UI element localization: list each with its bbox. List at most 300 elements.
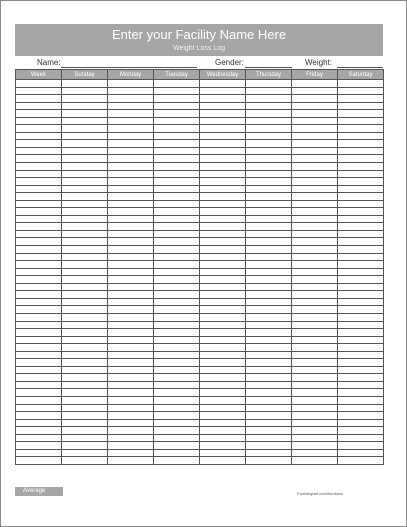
table-cell[interactable] bbox=[154, 193, 200, 201]
table-cell[interactable] bbox=[16, 178, 62, 186]
table-cell[interactable] bbox=[200, 185, 246, 193]
table-cell[interactable] bbox=[108, 329, 154, 337]
table-cell[interactable] bbox=[16, 412, 62, 420]
table-cell[interactable] bbox=[292, 246, 338, 254]
table-cell[interactable] bbox=[292, 404, 338, 412]
table-cell[interactable] bbox=[246, 95, 292, 103]
table-cell[interactable] bbox=[200, 155, 246, 163]
table-cell[interactable] bbox=[108, 412, 154, 420]
table-cell[interactable] bbox=[292, 178, 338, 186]
table-cell[interactable] bbox=[338, 147, 384, 155]
table-cell[interactable] bbox=[108, 351, 154, 359]
table-cell[interactable] bbox=[292, 223, 338, 231]
table-cell[interactable] bbox=[292, 321, 338, 329]
table-cell[interactable] bbox=[292, 230, 338, 238]
name-field[interactable] bbox=[61, 67, 197, 68]
table-cell[interactable] bbox=[338, 95, 384, 103]
table-cell[interactable] bbox=[338, 419, 384, 427]
table-cell[interactable] bbox=[292, 419, 338, 427]
table-cell[interactable] bbox=[62, 223, 108, 231]
table-cell[interactable] bbox=[16, 298, 62, 306]
table-cell[interactable] bbox=[200, 276, 246, 284]
table-cell[interactable] bbox=[246, 359, 292, 367]
table-cell[interactable] bbox=[62, 208, 108, 216]
table-cell[interactable] bbox=[246, 200, 292, 208]
table-cell[interactable] bbox=[338, 170, 384, 178]
table-cell[interactable] bbox=[338, 261, 384, 269]
table-cell[interactable] bbox=[338, 442, 384, 450]
table-cell[interactable] bbox=[154, 283, 200, 291]
table-cell[interactable] bbox=[16, 185, 62, 193]
table-cell[interactable] bbox=[62, 246, 108, 254]
table-cell[interactable] bbox=[246, 306, 292, 314]
table-cell[interactable] bbox=[154, 442, 200, 450]
table-cell[interactable] bbox=[338, 132, 384, 140]
table-cell[interactable] bbox=[154, 457, 200, 465]
table-cell[interactable] bbox=[200, 193, 246, 201]
table-cell[interactable] bbox=[16, 140, 62, 148]
table-cell[interactable] bbox=[16, 80, 62, 88]
table-cell[interactable] bbox=[200, 223, 246, 231]
table-cell[interactable] bbox=[62, 396, 108, 404]
table-cell[interactable] bbox=[154, 359, 200, 367]
table-cell[interactable] bbox=[200, 359, 246, 367]
table-cell[interactable] bbox=[154, 313, 200, 321]
table-cell[interactable] bbox=[200, 419, 246, 427]
table-cell[interactable] bbox=[62, 268, 108, 276]
table-cell[interactable] bbox=[154, 419, 200, 427]
table-cell[interactable] bbox=[154, 163, 200, 171]
table-cell[interactable] bbox=[292, 313, 338, 321]
table-cell[interactable] bbox=[246, 419, 292, 427]
table-cell[interactable] bbox=[292, 374, 338, 382]
table-cell[interactable] bbox=[62, 261, 108, 269]
table-cell[interactable] bbox=[154, 246, 200, 254]
table-cell[interactable] bbox=[200, 132, 246, 140]
table-cell[interactable] bbox=[16, 200, 62, 208]
table-cell[interactable] bbox=[292, 110, 338, 118]
table-cell[interactable] bbox=[108, 246, 154, 254]
table-cell[interactable] bbox=[200, 351, 246, 359]
table-cell[interactable] bbox=[16, 125, 62, 133]
table-cell[interactable] bbox=[154, 87, 200, 95]
table-cell[interactable] bbox=[338, 359, 384, 367]
table-cell[interactable] bbox=[16, 170, 62, 178]
table-cell[interactable] bbox=[62, 185, 108, 193]
table-cell[interactable] bbox=[338, 163, 384, 171]
table-cell[interactable] bbox=[62, 404, 108, 412]
table-cell[interactable] bbox=[108, 291, 154, 299]
table-cell[interactable] bbox=[338, 140, 384, 148]
table-cell[interactable] bbox=[16, 155, 62, 163]
table-cell[interactable] bbox=[200, 396, 246, 404]
table-cell[interactable] bbox=[292, 449, 338, 457]
table-cell[interactable] bbox=[154, 117, 200, 125]
table-cell[interactable] bbox=[338, 155, 384, 163]
table-cell[interactable] bbox=[62, 389, 108, 397]
table-cell[interactable] bbox=[108, 117, 154, 125]
table-cell[interactable] bbox=[338, 412, 384, 420]
table-cell[interactable] bbox=[338, 457, 384, 465]
table-cell[interactable] bbox=[246, 329, 292, 337]
table-cell[interactable] bbox=[200, 427, 246, 435]
table-cell[interactable] bbox=[16, 291, 62, 299]
table-cell[interactable] bbox=[200, 313, 246, 321]
table-cell[interactable] bbox=[16, 215, 62, 223]
table-cell[interactable] bbox=[108, 283, 154, 291]
table-cell[interactable] bbox=[62, 80, 108, 88]
table-cell[interactable] bbox=[108, 163, 154, 171]
table-cell[interactable] bbox=[338, 291, 384, 299]
table-cell[interactable] bbox=[246, 208, 292, 216]
table-cell[interactable] bbox=[292, 306, 338, 314]
table-cell[interactable] bbox=[108, 321, 154, 329]
table-cell[interactable] bbox=[292, 117, 338, 125]
table-cell[interactable] bbox=[154, 268, 200, 276]
table-cell[interactable] bbox=[338, 366, 384, 374]
table-cell[interactable] bbox=[246, 313, 292, 321]
table-cell[interactable] bbox=[16, 208, 62, 216]
table-cell[interactable] bbox=[292, 200, 338, 208]
table-cell[interactable] bbox=[200, 163, 246, 171]
table-cell[interactable] bbox=[338, 381, 384, 389]
table-cell[interactable] bbox=[108, 80, 154, 88]
table-cell[interactable] bbox=[246, 457, 292, 465]
table-cell[interactable] bbox=[338, 238, 384, 246]
table-cell[interactable] bbox=[62, 117, 108, 125]
table-cell[interactable] bbox=[338, 321, 384, 329]
table-cell[interactable] bbox=[62, 125, 108, 133]
table-cell[interactable] bbox=[292, 344, 338, 352]
table-cell[interactable] bbox=[62, 427, 108, 435]
table-cell[interactable] bbox=[292, 268, 338, 276]
table-cell[interactable] bbox=[200, 208, 246, 216]
table-cell[interactable] bbox=[154, 374, 200, 382]
table-cell[interactable] bbox=[62, 178, 108, 186]
table-cell[interactable] bbox=[246, 374, 292, 382]
table-cell[interactable] bbox=[200, 178, 246, 186]
table-cell[interactable] bbox=[200, 110, 246, 118]
table-cell[interactable] bbox=[16, 261, 62, 269]
table-cell[interactable] bbox=[338, 110, 384, 118]
table-cell[interactable] bbox=[154, 396, 200, 404]
table-cell[interactable] bbox=[108, 419, 154, 427]
table-cell[interactable] bbox=[246, 80, 292, 88]
table-cell[interactable] bbox=[292, 434, 338, 442]
table-cell[interactable] bbox=[108, 223, 154, 231]
table-cell[interactable] bbox=[108, 276, 154, 284]
table-cell[interactable] bbox=[154, 140, 200, 148]
table-cell[interactable] bbox=[292, 381, 338, 389]
table-cell[interactable] bbox=[246, 434, 292, 442]
table-cell[interactable] bbox=[246, 366, 292, 374]
table-cell[interactable] bbox=[108, 208, 154, 216]
table-cell[interactable] bbox=[292, 80, 338, 88]
table-cell[interactable] bbox=[154, 95, 200, 103]
table-cell[interactable] bbox=[62, 102, 108, 110]
table-cell[interactable] bbox=[108, 366, 154, 374]
table-cell[interactable] bbox=[154, 147, 200, 155]
table-cell[interactable] bbox=[200, 215, 246, 223]
table-cell[interactable] bbox=[154, 351, 200, 359]
table-cell[interactable] bbox=[108, 110, 154, 118]
table-cell[interactable] bbox=[108, 344, 154, 352]
table-cell[interactable] bbox=[16, 132, 62, 140]
table-cell[interactable] bbox=[292, 351, 338, 359]
table-cell[interactable] bbox=[246, 336, 292, 344]
table-cell[interactable] bbox=[154, 389, 200, 397]
table-cell[interactable] bbox=[292, 291, 338, 299]
table-cell[interactable] bbox=[154, 306, 200, 314]
table-cell[interactable] bbox=[246, 396, 292, 404]
table-cell[interactable] bbox=[200, 283, 246, 291]
table-cell[interactable] bbox=[16, 95, 62, 103]
table-cell[interactable] bbox=[338, 344, 384, 352]
table-cell[interactable] bbox=[16, 276, 62, 284]
table-cell[interactable] bbox=[292, 336, 338, 344]
table-cell[interactable] bbox=[246, 404, 292, 412]
table-cell[interactable] bbox=[16, 313, 62, 321]
table-cell[interactable] bbox=[16, 389, 62, 397]
table-cell[interactable] bbox=[246, 102, 292, 110]
table-cell[interactable] bbox=[154, 230, 200, 238]
table-cell[interactable] bbox=[16, 374, 62, 382]
table-cell[interactable] bbox=[62, 321, 108, 329]
table-cell[interactable] bbox=[62, 276, 108, 284]
table-cell[interactable] bbox=[246, 185, 292, 193]
weight-field[interactable] bbox=[337, 67, 383, 68]
table-cell[interactable] bbox=[246, 449, 292, 457]
table-cell[interactable] bbox=[246, 298, 292, 306]
table-cell[interactable] bbox=[338, 230, 384, 238]
table-cell[interactable] bbox=[16, 351, 62, 359]
table-cell[interactable] bbox=[154, 185, 200, 193]
table-cell[interactable] bbox=[200, 268, 246, 276]
table-cell[interactable] bbox=[246, 268, 292, 276]
table-cell[interactable] bbox=[292, 283, 338, 291]
table-cell[interactable] bbox=[338, 427, 384, 435]
table-cell[interactable] bbox=[338, 396, 384, 404]
table-cell[interactable] bbox=[338, 306, 384, 314]
table-cell[interactable] bbox=[292, 125, 338, 133]
table-cell[interactable] bbox=[292, 427, 338, 435]
table-cell[interactable] bbox=[338, 193, 384, 201]
table-cell[interactable] bbox=[62, 313, 108, 321]
table-cell[interactable] bbox=[200, 200, 246, 208]
table-cell[interactable] bbox=[292, 155, 338, 163]
table-cell[interactable] bbox=[292, 396, 338, 404]
table-cell[interactable] bbox=[200, 95, 246, 103]
table-cell[interactable] bbox=[154, 291, 200, 299]
table-cell[interactable] bbox=[246, 140, 292, 148]
table-cell[interactable] bbox=[16, 283, 62, 291]
table-cell[interactable] bbox=[154, 381, 200, 389]
table-cell[interactable] bbox=[62, 291, 108, 299]
table-cell[interactable] bbox=[338, 374, 384, 382]
table-cell[interactable] bbox=[292, 276, 338, 284]
table-cell[interactable] bbox=[154, 366, 200, 374]
table-cell[interactable] bbox=[16, 230, 62, 238]
table-cell[interactable] bbox=[108, 185, 154, 193]
table-cell[interactable] bbox=[108, 434, 154, 442]
table-cell[interactable] bbox=[108, 313, 154, 321]
table-cell[interactable] bbox=[338, 449, 384, 457]
table-cell[interactable] bbox=[108, 396, 154, 404]
table-cell[interactable] bbox=[246, 412, 292, 420]
table-cell[interactable] bbox=[200, 117, 246, 125]
table-cell[interactable] bbox=[338, 313, 384, 321]
table-cell[interactable] bbox=[246, 427, 292, 435]
table-cell[interactable] bbox=[246, 283, 292, 291]
table-cell[interactable] bbox=[200, 404, 246, 412]
table-cell[interactable] bbox=[200, 291, 246, 299]
table-cell[interactable] bbox=[338, 185, 384, 193]
table-cell[interactable] bbox=[154, 336, 200, 344]
table-cell[interactable] bbox=[200, 102, 246, 110]
table-cell[interactable] bbox=[154, 200, 200, 208]
table-cell[interactable] bbox=[154, 261, 200, 269]
table-cell[interactable] bbox=[338, 298, 384, 306]
table-cell[interactable] bbox=[200, 344, 246, 352]
table-cell[interactable] bbox=[246, 291, 292, 299]
table-cell[interactable] bbox=[200, 306, 246, 314]
table-cell[interactable] bbox=[108, 298, 154, 306]
table-cell[interactable] bbox=[200, 140, 246, 148]
table-cell[interactable] bbox=[62, 412, 108, 420]
table-cell[interactable] bbox=[154, 170, 200, 178]
table-cell[interactable] bbox=[16, 381, 62, 389]
table-cell[interactable] bbox=[154, 132, 200, 140]
table-cell[interactable] bbox=[338, 329, 384, 337]
gender-field[interactable] bbox=[245, 67, 292, 68]
table-cell[interactable] bbox=[16, 246, 62, 254]
table-cell[interactable] bbox=[200, 147, 246, 155]
table-cell[interactable] bbox=[246, 215, 292, 223]
table-cell[interactable] bbox=[62, 329, 108, 337]
table-cell[interactable] bbox=[154, 412, 200, 420]
table-cell[interactable] bbox=[338, 276, 384, 284]
table-cell[interactable] bbox=[62, 457, 108, 465]
table-cell[interactable] bbox=[108, 87, 154, 95]
table-cell[interactable] bbox=[154, 215, 200, 223]
table-cell[interactable] bbox=[292, 132, 338, 140]
table-cell[interactable] bbox=[108, 457, 154, 465]
table-cell[interactable] bbox=[16, 268, 62, 276]
table-cell[interactable] bbox=[292, 102, 338, 110]
table-cell[interactable] bbox=[108, 215, 154, 223]
table-cell[interactable] bbox=[292, 366, 338, 374]
table-cell[interactable] bbox=[62, 147, 108, 155]
table-cell[interactable] bbox=[16, 404, 62, 412]
table-cell[interactable] bbox=[16, 449, 62, 457]
table-cell[interactable] bbox=[108, 230, 154, 238]
table-cell[interactable] bbox=[292, 238, 338, 246]
table-cell[interactable] bbox=[200, 230, 246, 238]
table-cell[interactable] bbox=[154, 223, 200, 231]
table-cell[interactable] bbox=[338, 117, 384, 125]
table-cell[interactable] bbox=[62, 359, 108, 367]
table-cell[interactable] bbox=[338, 246, 384, 254]
table-cell[interactable] bbox=[292, 253, 338, 261]
table-cell[interactable] bbox=[108, 200, 154, 208]
table-cell[interactable] bbox=[62, 381, 108, 389]
table-cell[interactable] bbox=[108, 140, 154, 148]
table-cell[interactable] bbox=[200, 381, 246, 389]
table-cell[interactable] bbox=[16, 117, 62, 125]
table-cell[interactable] bbox=[200, 329, 246, 337]
table-cell[interactable] bbox=[292, 412, 338, 420]
table-cell[interactable] bbox=[154, 80, 200, 88]
table-cell[interactable] bbox=[292, 298, 338, 306]
table-cell[interactable] bbox=[292, 261, 338, 269]
table-cell[interactable] bbox=[16, 102, 62, 110]
table-cell[interactable] bbox=[16, 163, 62, 171]
table-cell[interactable] bbox=[338, 404, 384, 412]
table-cell[interactable] bbox=[246, 381, 292, 389]
table-cell[interactable] bbox=[108, 389, 154, 397]
table-cell[interactable] bbox=[108, 155, 154, 163]
table-cell[interactable] bbox=[338, 268, 384, 276]
table-cell[interactable] bbox=[16, 427, 62, 435]
table-cell[interactable] bbox=[338, 80, 384, 88]
table-cell[interactable] bbox=[16, 366, 62, 374]
table-cell[interactable] bbox=[62, 110, 108, 118]
table-cell[interactable] bbox=[200, 261, 246, 269]
table-cell[interactable] bbox=[200, 412, 246, 420]
table-cell[interactable] bbox=[292, 457, 338, 465]
table-cell[interactable] bbox=[108, 261, 154, 269]
table-cell[interactable] bbox=[200, 457, 246, 465]
table-cell[interactable] bbox=[16, 329, 62, 337]
table-cell[interactable] bbox=[200, 336, 246, 344]
table-cell[interactable] bbox=[154, 110, 200, 118]
table-cell[interactable] bbox=[154, 178, 200, 186]
table-cell[interactable] bbox=[246, 125, 292, 133]
table-cell[interactable] bbox=[246, 170, 292, 178]
table-cell[interactable] bbox=[246, 155, 292, 163]
table-cell[interactable] bbox=[246, 230, 292, 238]
table-cell[interactable] bbox=[154, 276, 200, 284]
table-cell[interactable] bbox=[200, 442, 246, 450]
table-cell[interactable] bbox=[154, 329, 200, 337]
table-cell[interactable] bbox=[200, 366, 246, 374]
table-cell[interactable] bbox=[16, 87, 62, 95]
table-cell[interactable] bbox=[16, 147, 62, 155]
table-cell[interactable] bbox=[62, 434, 108, 442]
table-cell[interactable] bbox=[246, 321, 292, 329]
table-cell[interactable] bbox=[62, 336, 108, 344]
table-cell[interactable] bbox=[108, 449, 154, 457]
table-cell[interactable] bbox=[246, 193, 292, 201]
table-cell[interactable] bbox=[246, 178, 292, 186]
table-cell[interactable] bbox=[154, 434, 200, 442]
table-cell[interactable] bbox=[246, 163, 292, 171]
table-cell[interactable] bbox=[246, 246, 292, 254]
table-cell[interactable] bbox=[338, 208, 384, 216]
table-cell[interactable] bbox=[338, 200, 384, 208]
table-cell[interactable] bbox=[108, 336, 154, 344]
table-cell[interactable] bbox=[62, 193, 108, 201]
table-cell[interactable] bbox=[200, 449, 246, 457]
table-cell[interactable] bbox=[154, 253, 200, 261]
table-cell[interactable] bbox=[16, 238, 62, 246]
table-cell[interactable] bbox=[246, 147, 292, 155]
table-cell[interactable] bbox=[200, 321, 246, 329]
table-cell[interactable] bbox=[338, 253, 384, 261]
table-cell[interactable] bbox=[62, 419, 108, 427]
table-cell[interactable] bbox=[246, 253, 292, 261]
table-cell[interactable] bbox=[154, 449, 200, 457]
